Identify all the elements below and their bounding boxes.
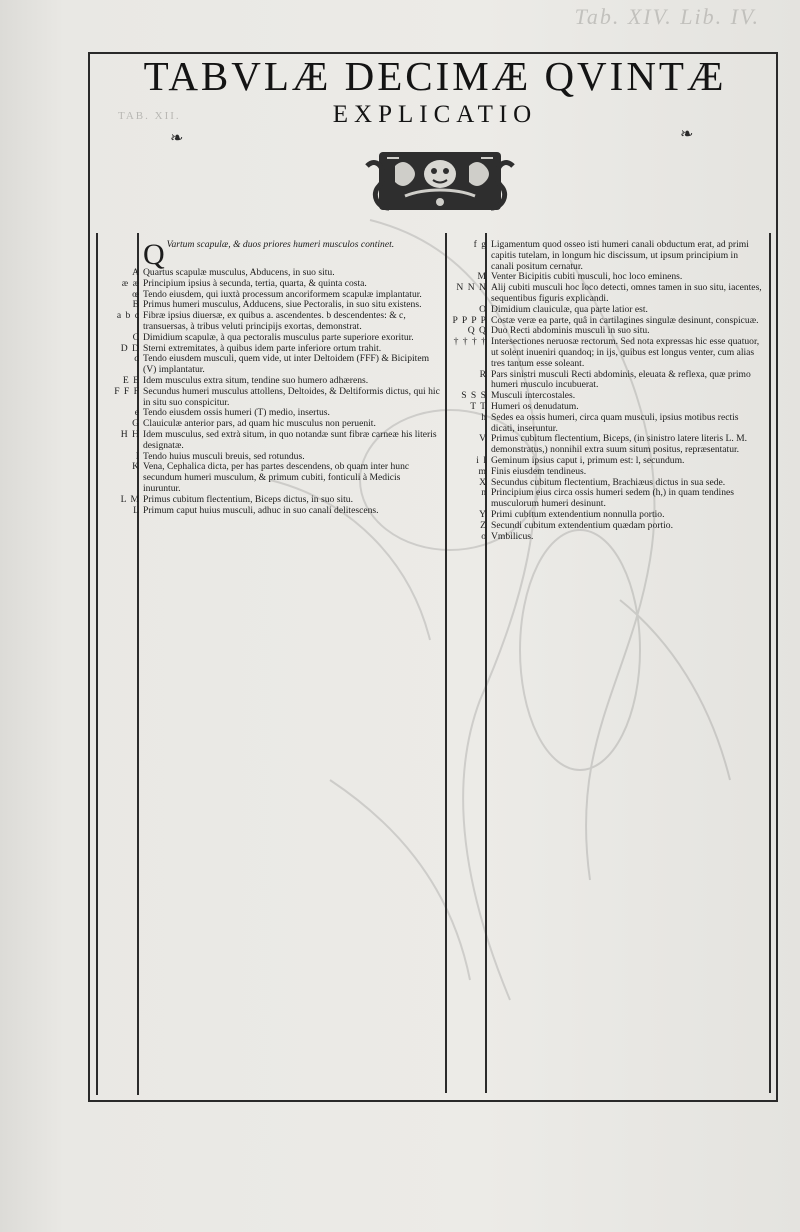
entry-letter-key: G <box>132 418 140 430</box>
entry-description: Secundi cubitum extendentium quædam portio. <box>491 519 673 531</box>
entry-letter-key: L M <box>120 493 140 505</box>
entry-letter-key: Z <box>480 519 487 531</box>
entry-letter-key: F F F <box>114 385 140 397</box>
entry-description: Duo Recti abdominis musculi in suo situ. <box>491 325 650 337</box>
legend-entry <box>120 428 440 452</box>
legend-entry <box>479 303 763 316</box>
entry-description: Humeri os denudatum. <box>491 400 579 412</box>
entry-description: Fibræ ipsius diuersæ, ex quibus a. ascendentes. b descendentes: & c, transuersas, à tribus veluti principijs exortas, demonstrat. <box>143 310 406 332</box>
intro-paragraph <box>143 238 440 271</box>
entry-letter-key: n <box>481 487 487 499</box>
legend-entry <box>116 310 440 333</box>
entry-description: Tendo eiusdem musculi, quem vide, ut inter Deltoidem (FFF) & Bicipitem (V) implantatur. <box>143 353 430 376</box>
entry-letter-key: A <box>132 267 140 278</box>
left-entries-list <box>114 267 440 516</box>
entry-letter-key: Q Q <box>467 325 487 337</box>
entry-letter-key: h <box>481 411 487 423</box>
legend-entry <box>479 368 763 392</box>
entry-description: Dimidium clauiculæ, qua parte latior est. <box>491 303 648 315</box>
entry-letter-key: X <box>479 476 487 488</box>
entry-letter-key: K <box>132 461 140 473</box>
entry-description: Musculi intercostales. <box>491 390 576 402</box>
bleed-through-label: TAB. XII. <box>118 110 181 122</box>
legend-entry <box>453 336 763 369</box>
entry-description: Primus humeri musculus, Adducens, siue Pectoralis, in suo situ existens. <box>143 299 422 311</box>
entry-description: Idem musculus extra situm, tendine suo humero adhærens. <box>143 374 369 386</box>
entry-letter-key: O <box>479 303 487 315</box>
legend-entry <box>481 487 763 510</box>
legend-entry <box>456 282 763 305</box>
entry-description: Primi cubitum extendentium nonnulla portio. <box>491 508 665 520</box>
entry-letter-key: o <box>481 530 487 542</box>
entry-letter-key: B <box>132 299 140 311</box>
bleed-through-heading: Tab. XIV. Lib. IV. <box>574 4 760 29</box>
entry-letter-key: P P P P <box>452 314 487 326</box>
entry-description: Geminum ipsius caput i, primum est: l, secundum. <box>491 454 685 466</box>
right-entries-list <box>452 239 763 542</box>
right-column <box>452 239 763 542</box>
entry-letter-key: L <box>133 504 140 516</box>
legend-entry <box>478 465 763 478</box>
legend-entry <box>479 433 763 456</box>
flourish-right-icon: ❧ <box>680 124 694 143</box>
entry-description: Alij cubiti musculi hoc loco detecti, omnes tamen in suo situ, iacentes, sequentibus figuris explicandi. <box>491 282 762 304</box>
flourish-left-icon: ❧ <box>170 128 184 147</box>
legend-entry <box>120 493 440 506</box>
entry-description: Costæ veræ ea parte, quâ in cartilagines singulæ desinunt, conspicuæ. <box>491 314 759 326</box>
entry-description: Principium ipsius à secunda, tertia, quarta, & quinta costa. <box>143 277 367 289</box>
center-rule-right <box>485 233 487 1093</box>
entry-letter-key: Y <box>479 508 487 520</box>
legend-entry <box>481 530 763 543</box>
entry-letter-key: S S S <box>461 390 487 402</box>
entry-letter-key: V <box>479 433 487 445</box>
entry-description: Idem musculus, sed extrà situm, in quo notandæ sunt fibræ carneæ his literis designatæ. <box>143 428 437 451</box>
page-subtitle: EXPLICATIO <box>332 101 538 128</box>
entry-description: Tendo huius musculi breuis, sed rotundus. <box>143 450 305 462</box>
entry-description: Ligamentum quod osseo isti humeri canali obductum erat, ad primi capitis tutelam, in longum hic discissum, ut ipsum principium in canali positum cernatur. <box>491 239 749 272</box>
entry-letter-key: I <box>135 450 140 462</box>
entry-description: Primum caput huius musculi, adhuc in suo canali delitescens. <box>143 504 379 516</box>
entry-letter-key: e <box>134 407 140 419</box>
entry-description: Pars sinistri musculi Recti abdominis, eleuata & reflexa, quæ primo humeri musculo incubuerat. <box>491 368 751 391</box>
legend-entry <box>480 519 763 532</box>
entry-description: Tendo eiusdem ossis humeri (T) medio, insertus. <box>143 407 330 419</box>
entry-description: Venter Bicipitis cubiti musculi, hoc loco eminens. <box>491 271 683 283</box>
legend-entry <box>121 277 440 290</box>
entry-description: Dimidium scapulæ, à qua pectoralis musculus parte superiore exoritur. <box>143 331 414 343</box>
entry-description: Primus cubitum flectentium, Biceps dictus, in suo situ. <box>143 493 353 505</box>
entry-description: Clauiculæ anterior pars, ad quam hic musculus non peruenit. <box>143 418 376 430</box>
entry-letter-key: a b c <box>116 310 140 322</box>
intro-text: Vartum scapulæ, & duos priores humeri musculos continet. <box>166 239 395 250</box>
entry-letter-key: i l <box>476 454 487 466</box>
entry-description: Secundus humeri musculus attollens, Deltoides, & Deltiformis dictus, qui hic in situ suo conspicitur. <box>143 385 440 408</box>
entry-description: Sedes ea ossis humeri, circa quam musculi, ipsius motibus rectis dicati, inseruntur. <box>491 411 739 434</box>
entry-description: Principium eius circa ossis humeri sedem (h,) in quam tendines musculorum humeri desinunt. <box>491 487 734 510</box>
page-title: TABVLÆ DECIMÆ QVINTÆ <box>143 53 727 99</box>
entry-letter-key: æ æ <box>121 277 140 289</box>
entry-description: Quartus scapulæ musculus, Abducens, in suo situ. <box>143 267 335 278</box>
entry-letter-key: T T <box>470 400 487 412</box>
entry-letter-key: E E <box>122 374 140 386</box>
woodcut-ornament <box>365 146 515 218</box>
entry-description: Vena, Cephalica dicta, per has partes descendens, ob quam inter hunc secundum humeri musculum, & primum cubiti, fonticuli à Medicis inuruntur. <box>143 461 410 494</box>
entry-description: Intersectiones neruosæ rectorum. Sed nota expressas hic esse quatuor, ut solent inueniri quandoq; in ijs, quibus est longus venter, cum alias tres tantum esse soleant. <box>491 336 760 369</box>
legend-entry <box>133 504 440 517</box>
entry-description: Primus cubitum flectentium, Biceps, (in sinistro latere literis L. M. demonstratus,) nonnihil extra suum situm positus, repræsentatur. <box>491 433 748 456</box>
entry-letter-key: D D <box>120 342 140 354</box>
entry-letter-key: œ <box>132 288 140 300</box>
legend-entry <box>114 385 440 409</box>
entry-description: Sterni extremitates, à quibus idem parte inferiore ortum trahit. <box>143 342 382 354</box>
drop-cap: Q <box>143 238 165 271</box>
legend-entry <box>134 353 440 376</box>
entry-letter-key: M <box>477 271 487 283</box>
entry-description: Vmbilicus. <box>491 530 534 542</box>
legend-entry <box>132 461 440 494</box>
entry-letter-key: m <box>478 465 487 477</box>
entry-letter-key: † † † † <box>453 336 487 348</box>
right-margin-rule <box>769 233 771 1093</box>
entry-letter-key: H H <box>120 428 140 440</box>
entry-letter-key: d <box>134 353 140 365</box>
entry-description: Finis eiusdem tendineus. <box>491 465 587 477</box>
legend-entry <box>481 411 763 435</box>
legend-entry <box>473 239 763 272</box>
left-column <box>114 238 440 516</box>
center-rule-left <box>445 233 447 1093</box>
entry-description: Secundus cubitum flectentium, Brachiæus dictus in sua sede. <box>491 476 726 488</box>
legend-entry <box>132 331 440 344</box>
entry-letter-key: N N N <box>456 282 487 294</box>
entry-letter-key: R <box>479 368 487 380</box>
entry-letter-key: C <box>132 331 140 343</box>
entry-description: Tendo eiusdem, qui iuxtà processum ancoriformem scapulæ implantatur. <box>143 288 422 300</box>
entry-letter-key: f g <box>473 239 487 250</box>
